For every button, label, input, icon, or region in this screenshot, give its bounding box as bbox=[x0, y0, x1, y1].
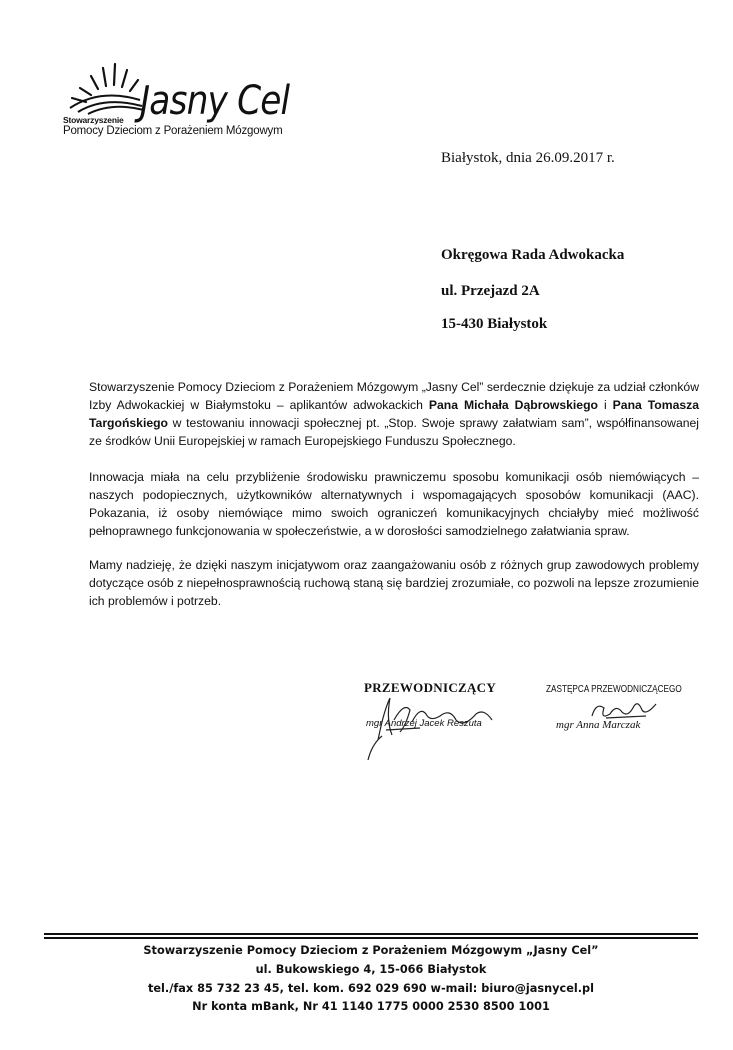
body-paragraph-1 bbox=[89, 378, 699, 450]
person-name-2: Pana Tomasza Targońskiego bbox=[89, 398, 700, 430]
paragraph-3-text: Mamy nadzieję, że dzięki naszym inicjatywom oraz zaangażowaniu osób z różnych grup zawodowych problemy dotyczące osób z niepełnosprawnością ruchową staną się bardziej zrozumiałe, co pozwoli na lepsze zrozumienie ich problemów i potrzeb. bbox=[89, 558, 699, 608]
footer-bank-account: Nr konta mBank, Nr 41 1140 1775 0000 2530 8500 1001 bbox=[192, 1000, 550, 1013]
chair-name: mgr Andrzej Jacek Reszuta bbox=[366, 718, 482, 729]
paragraph-2-text: Innowacja miała na celu przybliżenie środowisku prawniczemu sposobu komunikacji osób niemówiących – naszych podopiecznych, użytkowników alternatywnych i wspomagających sposobów komunikacji (AAC). Pokazania, iż osoby niemówiące mimo swoich ograniczeń komunikacyjnych chciałyby mieć możliwość pełnoprawnego funkcjonowania w społeczeństwie, a w dorosłości samodzielnego załatwiania spraw. bbox=[89, 470, 699, 538]
paragraph-1-text-e: w testowaniu innowacji społecznej pt. „Stop. Swoje sprawy załatwiam sam”, współfinansowanej ze środków Unii Europejskiej w ramach Europejskiego Funduszu Społecznego. bbox=[89, 416, 699, 448]
footer-organization: Stowarzyszenie Pomocy Dzieciom z Porażeniem Mózgowym „Jasny Cel” bbox=[143, 944, 599, 957]
body-paragraph-3 bbox=[89, 556, 699, 610]
deputy-title: ZASTĘPCA PRZEWODNICZĄCEGO bbox=[546, 684, 682, 695]
footer-divider bbox=[44, 933, 698, 935]
paragraph-1-text-c: i bbox=[597, 398, 613, 412]
body-paragraph-2 bbox=[89, 468, 699, 540]
recipient-street: ul. Przejazd 2A bbox=[441, 283, 540, 299]
logo-subtitle: Pomocy Dzieciom z Porażeniem Mózgowym bbox=[63, 125, 283, 137]
footer-contact: tel./fax 85 732 23 45, tel. kom. 692 029 690 w-mail: biuro@jasnycel.pl bbox=[148, 982, 594, 995]
sun-rays-icon bbox=[60, 58, 150, 118]
recipient-city: 15-430 Białystok bbox=[441, 316, 548, 332]
logo-title: Jasny Cel bbox=[140, 78, 290, 124]
deputy-signature-block bbox=[546, 684, 706, 744]
person-name-1: Pana Michała Dąbrowskiego bbox=[428, 398, 598, 412]
recipient-name: Okręgowa Rada Adwokacka bbox=[441, 247, 625, 263]
date-line: Białystok, dnia 26.09.2017 r. bbox=[441, 150, 615, 166]
logo-small-text: Stowarzyszenie bbox=[63, 115, 124, 125]
footer-address: ul. Bukowskiego 4, 15-066 Białystok bbox=[255, 963, 487, 976]
footer-divider-secondary bbox=[44, 937, 698, 939]
chair-title: PRZEWODNICZĄCY bbox=[364, 680, 497, 695]
letterhead-logo bbox=[60, 58, 320, 148]
chair-signature-block bbox=[360, 680, 530, 760]
deputy-name: mgr Anna Marczak bbox=[556, 719, 641, 731]
paragraph-1-text-a: Stowarzyszenie Pomocy Dzieciom z Porażeniem Mózgowym „Jasny Cel” serdecznie dziękuje za udział członków Izby Adwokackiej w Białymstoku – aplikantów adwokackich bbox=[89, 380, 699, 412]
